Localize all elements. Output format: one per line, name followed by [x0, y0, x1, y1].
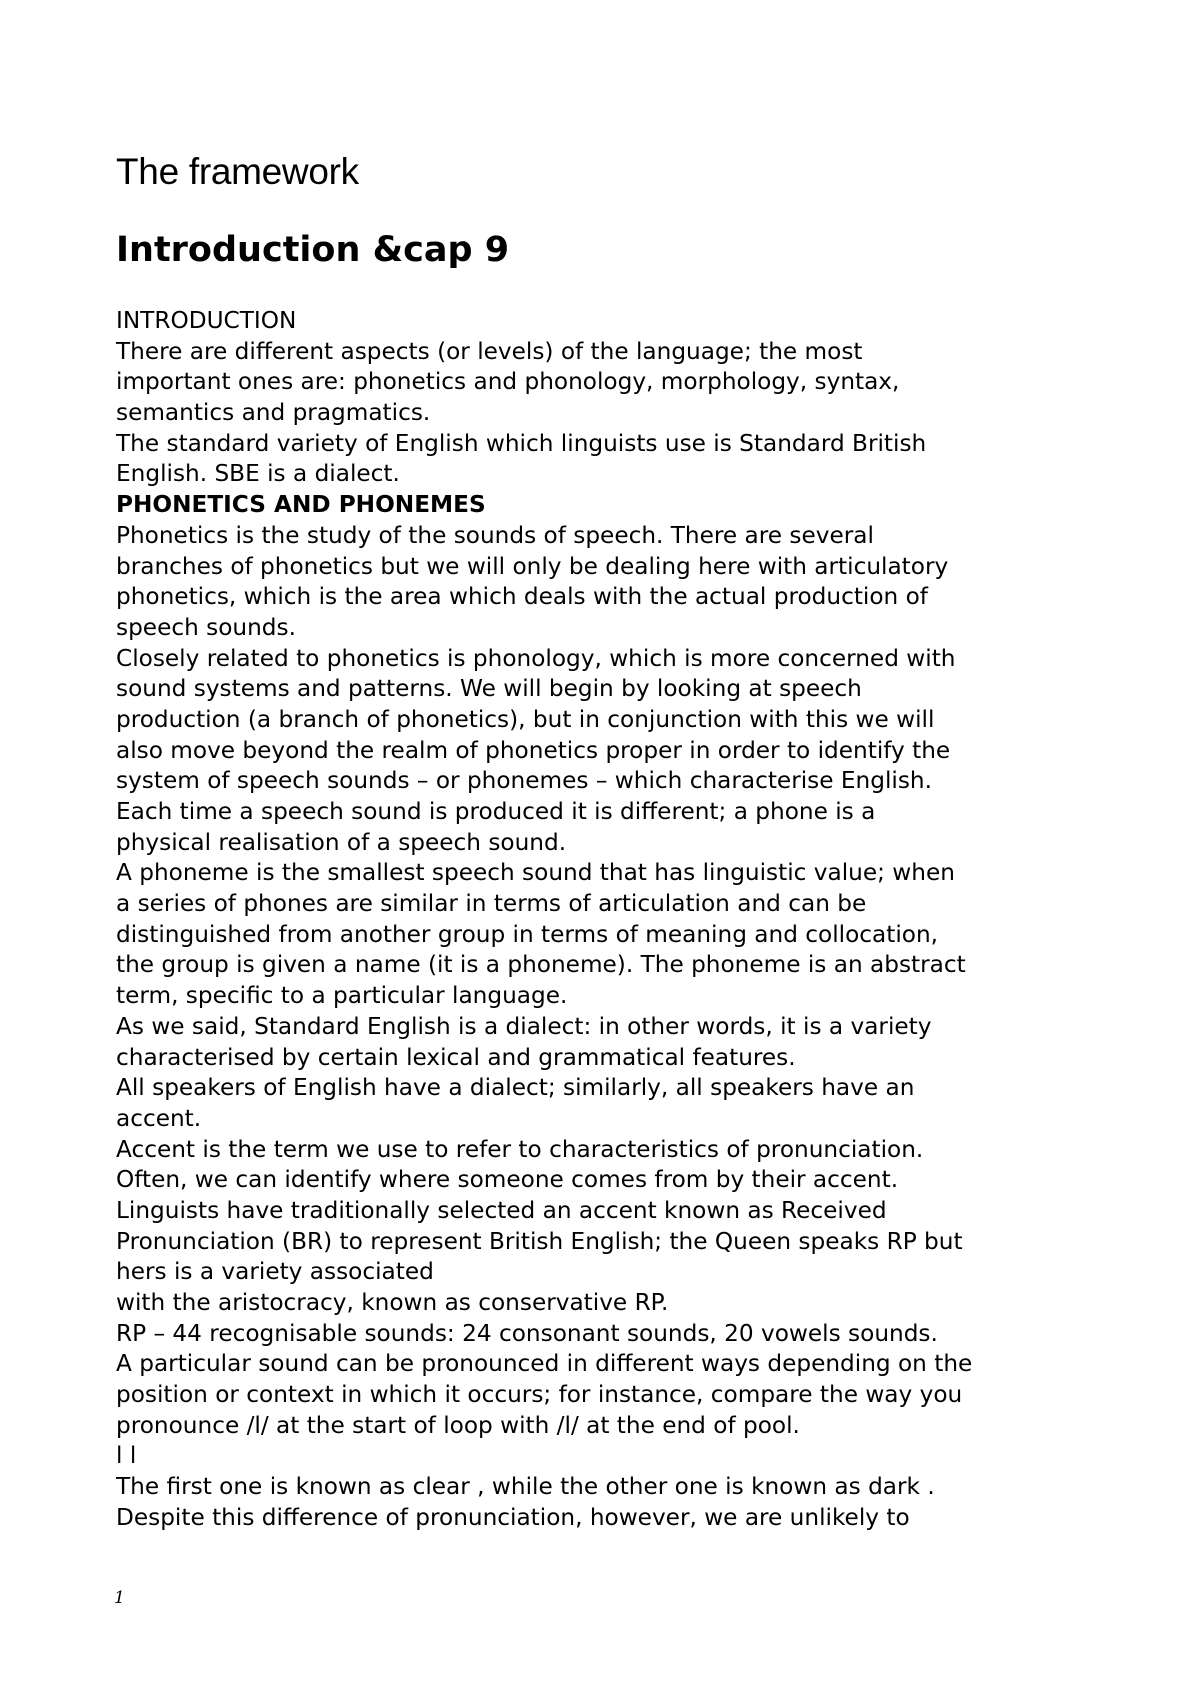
text-line: branches of phonetics but we will only be dealing here with articulatory: [116, 552, 949, 580]
text-line: pronounce /l/ at the start of loop with /l/ at the end of pool.: [116, 1411, 800, 1439]
text-line: The standard variety of English which linguists use is Standard British: [116, 429, 927, 457]
document-body: [116, 306, 1116, 1534]
text-line: There are different aspects (or levels) of the language; the most: [116, 337, 863, 365]
text-line: a series of phones are similar in terms of articulation and can be: [116, 890, 867, 918]
text-line: also move beyond the realm of phonetics proper in order to identify the: [116, 736, 951, 764]
text-line: phonetics, which is the area which deals with the actual production of: [116, 583, 928, 611]
text-line: A particular sound can be pronounced in different ways depending on the: [116, 1350, 973, 1378]
text-line: Phonetics is the study of the sounds of speech. There are several: [116, 521, 874, 549]
text-line: important ones are: phonetics and phonology, morphology, syntax,: [116, 368, 900, 396]
page-number: 1: [114, 1588, 125, 1608]
text-line: Pronunciation (BR) to represent British English; the Queen speaks RP but: [116, 1227, 963, 1255]
text-line: hers is a variety associated: [116, 1258, 434, 1286]
text-line: l l: [116, 1442, 137, 1470]
text-line: speech sounds.: [116, 613, 296, 641]
text-line: As we said, Standard English is a dialect: in other words, it is a variety: [116, 1012, 932, 1040]
text-line: system of speech sounds – or phonemes – which characterise English.: [116, 767, 932, 795]
text-line: A phoneme is the smallest speech sound that has linguistic value; when: [116, 859, 955, 887]
text-line: INTRODUCTION: [116, 307, 297, 334]
text-line: the group is given a name (it is a phoneme). The phoneme is an abstract: [116, 951, 966, 979]
text-line: term, specific to a particular language.: [116, 982, 568, 1010]
text-line: with the aristocracy, known as conservative RP.: [116, 1289, 669, 1316]
text-line: English. SBE is a dialect.: [116, 460, 400, 488]
document-subtitle: Introduction &cap 9: [116, 230, 510, 270]
text-line: semantics and pragmatics.: [116, 399, 431, 427]
text-line: Each time a speech sound is produced it is different; a phone is a: [116, 798, 876, 825]
text-line: RP – 44 recognisable sounds: 24 consonant sounds, 20 vowels sounds.: [116, 1319, 938, 1347]
text-line: All speakers of English have a dialect; similarly, all speakers have an: [116, 1074, 915, 1102]
text-line: Linguists have traditionally selected an accent known as Received: [116, 1196, 887, 1224]
document-title: The framework: [116, 151, 359, 192]
text-line: production (a branch of phonetics), but in conjunction with this we will: [116, 705, 935, 733]
text-line: Accent is the term we use to refer to characteristics of pronunciation.: [116, 1135, 924, 1163]
text-line: Closely related to phonetics is phonology, which is more concerned with: [116, 644, 956, 672]
text-line: The first one is known as clear , while the other one is known as dark .: [116, 1473, 935, 1501]
text-line: physical realisation of a speech sound.: [116, 828, 567, 856]
text-line: distinguished from another group in terms of meaning and collocation,: [116, 920, 939, 948]
text-line: position or context in which it occurs; for instance, compare the way you: [116, 1381, 963, 1409]
text-line: Often, we can identify where someone comes from by their accent.: [116, 1166, 899, 1194]
text-line: accent.: [116, 1104, 202, 1132]
section-heading: PHONETICS AND PHONEMES: [116, 491, 486, 519]
text-line: characterised by certain lexical and grammatical features.: [116, 1043, 796, 1071]
text-line: Despite this difference of pronunciation, however, we are unlikely to: [116, 1503, 910, 1531]
text-line: sound systems and patterns. We will begin by looking at speech: [116, 675, 862, 703]
